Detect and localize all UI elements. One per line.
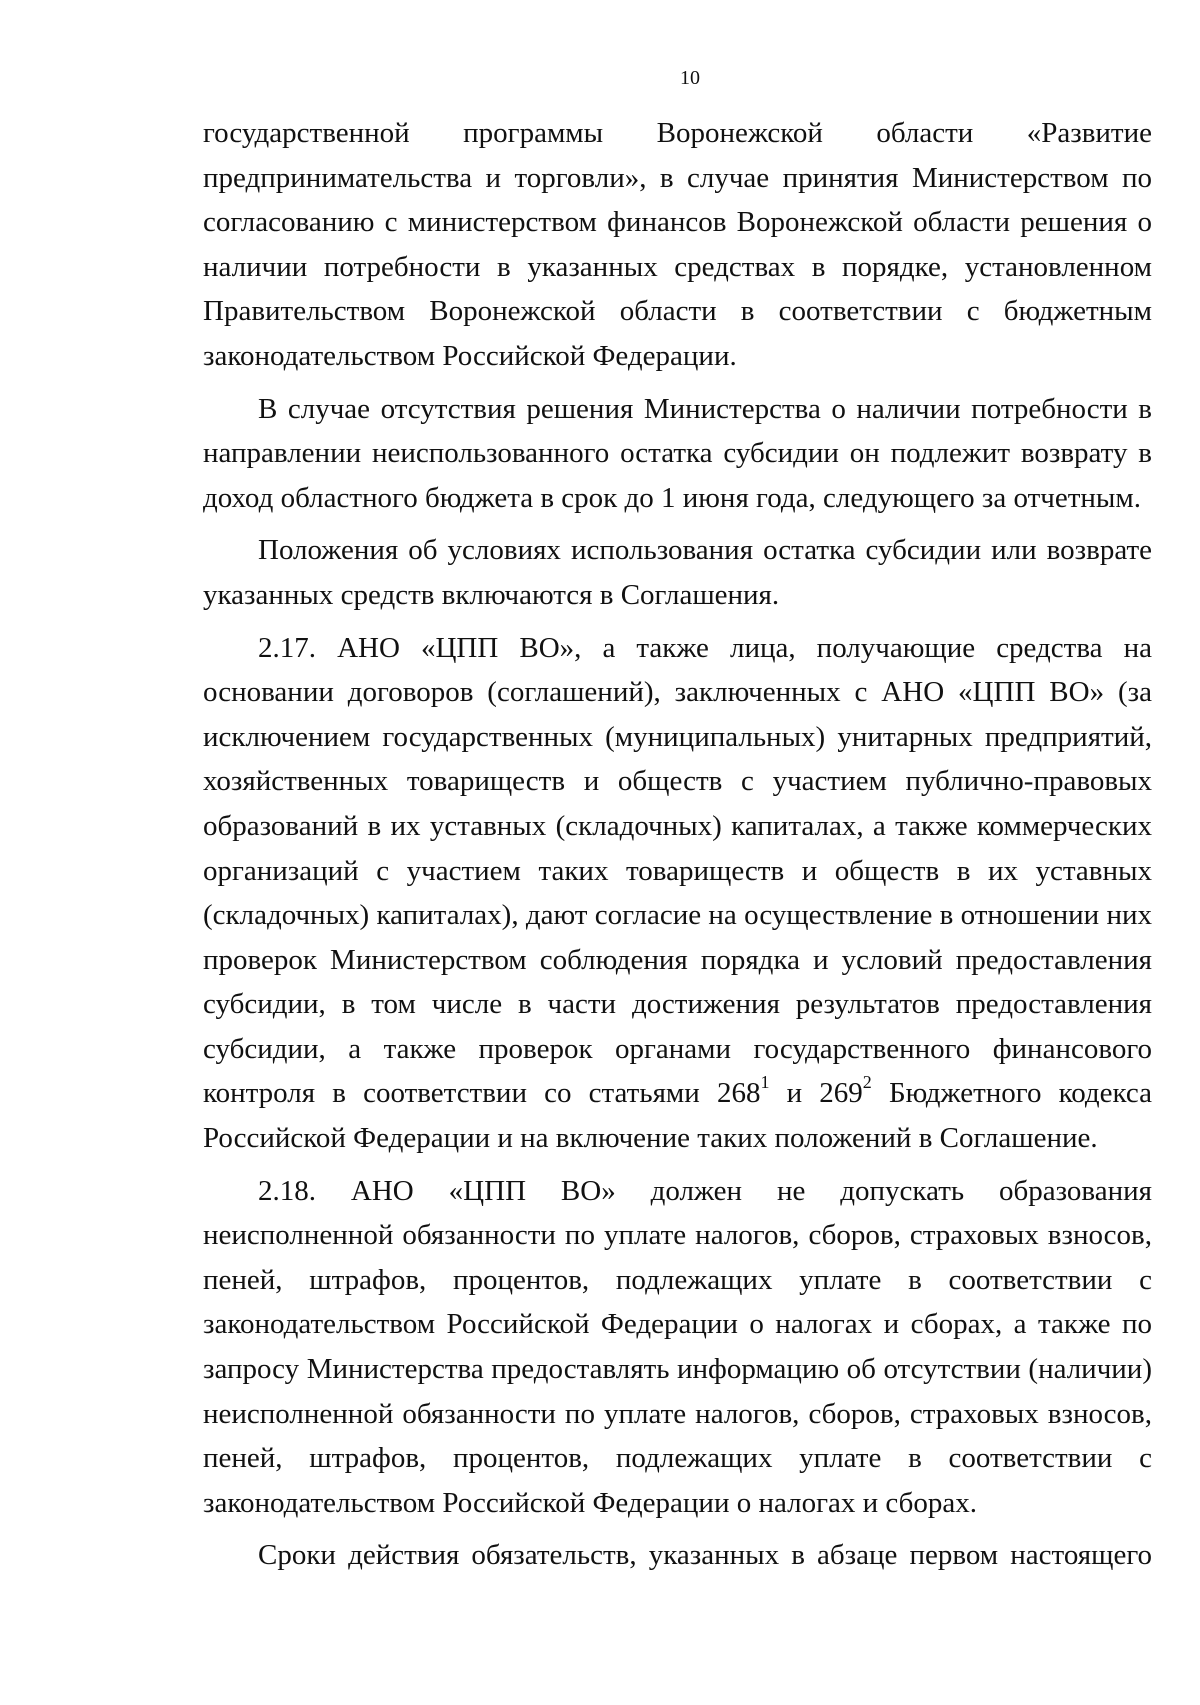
document-body <box>203 111 1152 1578</box>
paragraph-agreement-provisions: Положения об условиях использования остатка субсидии или возврате указанных средств включаются в Соглашения. <box>203 534 1152 611</box>
paragraph-clause-2-17 <box>203 626 1152 1161</box>
page-number: 10 <box>680 67 700 89</box>
clause-2-17-text-before: 2.17. АНО «ЦПП ВО», а также лица, получающие средства на основании договоров (соглашений), заключенных с АНО «ЦПП ВО» (за исключением государственных (муниципальных) унитарных предприятий, хозяйственных товариществ и обществ с участием публично-правовых образований в их уставных (складочных) капиталах, а также коммерческих организаций с участием таких товариществ и обществ в их уставных (складочных) капиталах), дают согласие на осуществление в отношении них проверок Министерством соблюдения порядка и условий предоставления субсидии, в том числе в части достижения результатов предоставления субсидии, а также проверок органами государственного финансового контроля в соответствии со статьями 268 <box>203 631 1152 1110</box>
paragraph-clause-2-18: 2.18. АНО «ЦПП ВО» должен не допускать образования неисполненной обязанности по уплате налогов, сборов, страховых взносов, пеней, штрафов, процентов, подлежащих уплате в соответствии с законодательством Российской Федерации о налогах и сборах, а также по запросу Министерства предоставлять информацию об отсутствии (наличии) неисполненной обязанности по уплате налогов, сборов, страховых взносов, пеней, штрафов, процентов, подлежащих уплате в соответствии с законодательством Российской Федерации о налогах и сборах. <box>203 1174 1152 1519</box>
article-269-superscript: 2 <box>862 1071 872 1092</box>
paragraph-subsidy-balance-continuation: государственной программы Воронежской области «Развитие предпринимательства и торговли», в случае принятия Министерством по согласованию с министерством финансов Воронежской области решения о наличии потребности в указанных средствах в порядке, установленном Правительством Воронежской области в соответствии с бюджетным законодательством Российской Федерации. <box>203 117 1152 372</box>
clause-2-17-text-middle: и 269 <box>769 1077 863 1110</box>
paragraph-no-decision-return: В случае отсутствия решения Министерства о наличии потребности в направлении неиспользованного остатка субсидии он подлежит возврату в доход областного бюджета в срок до 1 июня года, следующего за отчетным. <box>203 392 1152 514</box>
clause-2-17-text-after: Бюджетного кодекса Российской Федерации и на включение таких положений в Соглашение. <box>203 1077 1152 1155</box>
article-268-superscript: 1 <box>760 1071 770 1092</box>
paragraph-obligation-terms: Сроки действия обязательств, указанных в абзаце первом настоящего <box>258 1539 1152 1572</box>
